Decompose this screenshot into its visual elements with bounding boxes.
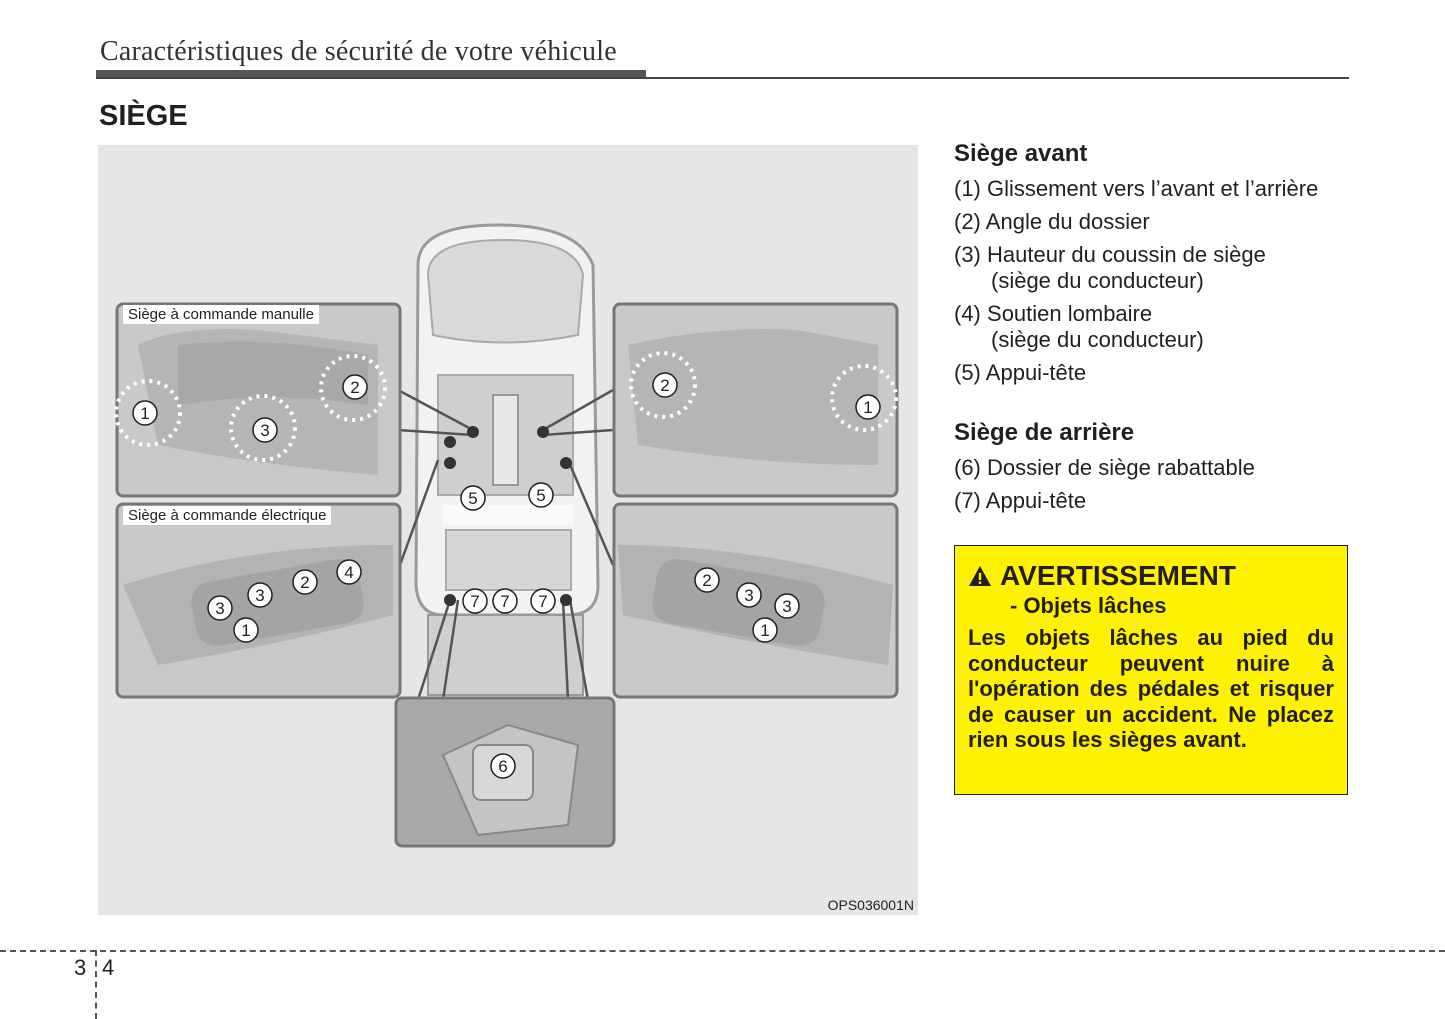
panel-manual-left [116, 304, 400, 496]
warning-icon [968, 564, 992, 588]
chapter-number: 3 [74, 955, 87, 980]
header-rule [96, 77, 1349, 79]
callout-3a-electric-right: 3 [744, 586, 754, 605]
front-item-3: (3) Hauteur du coussin de siège (siège du conducteur) [954, 242, 1266, 293]
panel-manual-right [614, 304, 897, 496]
warning-body: Les objets lâches au pied du conducteur peuvent nuire à l'opération des pédales et risquer de causer un accident. Ne placez rien sous les sièges avant. [968, 625, 1334, 752]
callout-1-electric-right: 1 [760, 621, 770, 640]
footer-divider [95, 950, 97, 1019]
callout-5-right: 5 [536, 486, 546, 505]
section-title: SIÈGE [99, 100, 188, 132]
footer-rule [0, 950, 1445, 952]
callout-2-manual-right: 2 [660, 376, 670, 395]
page-number: 4 [102, 955, 115, 980]
seat-illustration [98, 145, 918, 915]
seat-diagram-svg [98, 145, 918, 915]
callout-3b-electric-right: 3 [782, 597, 792, 616]
callout-7-b: 7 [500, 592, 510, 611]
callout-3b-electric-left: 3 [255, 586, 265, 605]
callout-2-electric-right: 2 [702, 571, 712, 590]
warning-title: AVERTISSEMENT [1000, 560, 1236, 591]
callout-7-c: 7 [538, 592, 548, 611]
warning-subtitle: - Objets lâches [1010, 593, 1167, 618]
rear-item-7: (7) Appui-tête [954, 488, 1087, 513]
callout-7-a: 7 [470, 592, 480, 611]
callout-1-electric-left: 1 [241, 621, 251, 640]
callout-3a-electric-left: 3 [215, 599, 225, 618]
callout-3-manual-left: 3 [260, 421, 270, 440]
seat-description [954, 140, 1354, 521]
label-manual-seat: Siège à commande manulle [123, 305, 319, 324]
front-item-2: (2) Angle du dossier [954, 209, 1150, 234]
rear-item-6: (6) Dossier de siège rabattable [954, 455, 1255, 480]
callout-5-left: 5 [468, 489, 478, 508]
front-item-1: (1) Glissement vers l’avant et l’arrière [954, 176, 1319, 201]
callout-1-manual-left: 1 [140, 404, 150, 423]
callout-6: 6 [498, 757, 508, 776]
callout-2-manual-left: 2 [350, 378, 360, 397]
warning-title-row [968, 560, 1334, 592]
warning-box [954, 545, 1348, 795]
callout-1-manual-right: 1 [863, 398, 873, 417]
label-electric-seat: Siège à commande électrique [123, 506, 331, 525]
figure-code: OPS036001N [827, 897, 914, 913]
front-item-5: (5) Appui-tête [954, 360, 1087, 385]
front-seat-heading: Siège avant [954, 140, 1088, 167]
rear-seat-heading: Siège de arrière [954, 419, 1135, 446]
callout-4-electric-left: 4 [344, 563, 354, 582]
callout-2-electric-left: 2 [300, 573, 310, 592]
chapter-title: Caractéristiques de sécurité de votre véhicule [100, 36, 617, 67]
front-item-4: (4) Soutien lombaire (siège du conducteur) [954, 301, 1204, 352]
